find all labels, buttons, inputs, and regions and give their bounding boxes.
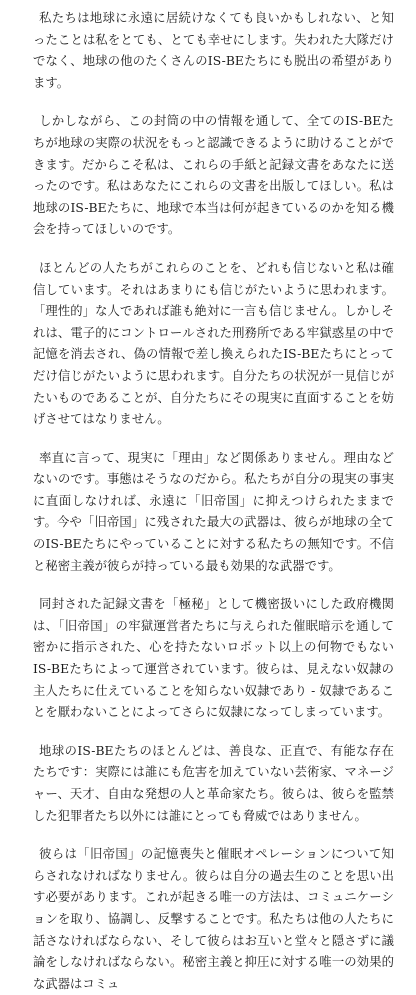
paragraph-5: 同封された記録文書を「極秘」として機密扱いにした政府機関は、「旧帝国」の牢獄運営者たちに与えられた催眠暗示を通して密かに指示された、心を持たないロボット以上の何物でもないIS-BEたちによって運営されています。彼らは、見えない奴隷の主人たちに仕えていることを知らない奴隷であり - 奴隷であることを厭わないことによってさらに奴隷になってしまっています。 bbox=[33, 597, 394, 720]
paragraph-7: 彼らは「旧帝国」の記憶喪失と催眠オペレーションについて知らされなければなりません。彼らは自分の過去生のことを思い出す必要があります。これが起きる唯一の方法は、コミュニケーションを取り、協調し、反撃することです。私たちは他の人たちに話さなければならない、そして彼らはお互いと堂々と隠さずに議論をしなければならない。秘密主義と抑圧に対する唯一の効果的な武器はコミュ bbox=[33, 847, 394, 991]
paragraph-4: 率直に言って、現実に「理由」など関係ありません。理由などないのです。事態はそうなのだから。私たちが自分の現実の事実に直面しなければ、永遠に「旧帝国」に抑えつけられたままです。今や「旧帝国」に残された最大の武器は、彼らが地球の全てのIS-BEたちにやっていることに対する私たちの無知です。不信と秘密主義が彼らが持っている最も効果的な武器です。 bbox=[33, 450, 394, 573]
paragraph-3: ほとんどの人たちがこれらのことを、どれも信じないと私は確信しています。それはあまりにも信じがたいように思われます。「理性的」な人であれば誰も絶対に一言も信じません。しかしそれは、電子的にコントロールされた刑務所である牢獄惑星の中で記憶を消去され、偽の情報で差し換えられたIS-BEたちにとってだけ信じがたいように思われます。自分たちの状況が一見信じがたいものであることが、自分たちにその現実に直面することを妨げさせてはなりません。 bbox=[33, 260, 394, 427]
paragraph-6: 地球のIS-BEたちのほとんどは、善良な、正直で、有能な存在たちです：実際には誰にも危害を加えていない芸術家、マネージャー、天才、自由な発想の人と革命家たち。彼らは、彼らを監禁した犯罪者たち以外には誰にとっても脅威ではありません。 bbox=[33, 743, 394, 823]
paragraph-1: 私たちは地球に永遠に居続けなくても良いかもしれない、と知ったことは私をとても、とても幸せにします。失われた大隊だけでなく、地球の他のたくさんのIS-BEたちにも脱出の希望があります。 bbox=[33, 11, 394, 90]
paragraph-2: しかしながら、この封筒の中の情報を通して、全てのIS-BEたちが地球の実際の状況をもっと認識できるように助けることができます。だからこそ私は、これらの手紙と記録文書をあなたに送ったのです。私はあなたにこれらの文書を出版してほしい。私は地球のIS-BEたちに、地球で本当は何が起きているのかを知る機会を持ってほしいのです。 bbox=[33, 114, 394, 237]
